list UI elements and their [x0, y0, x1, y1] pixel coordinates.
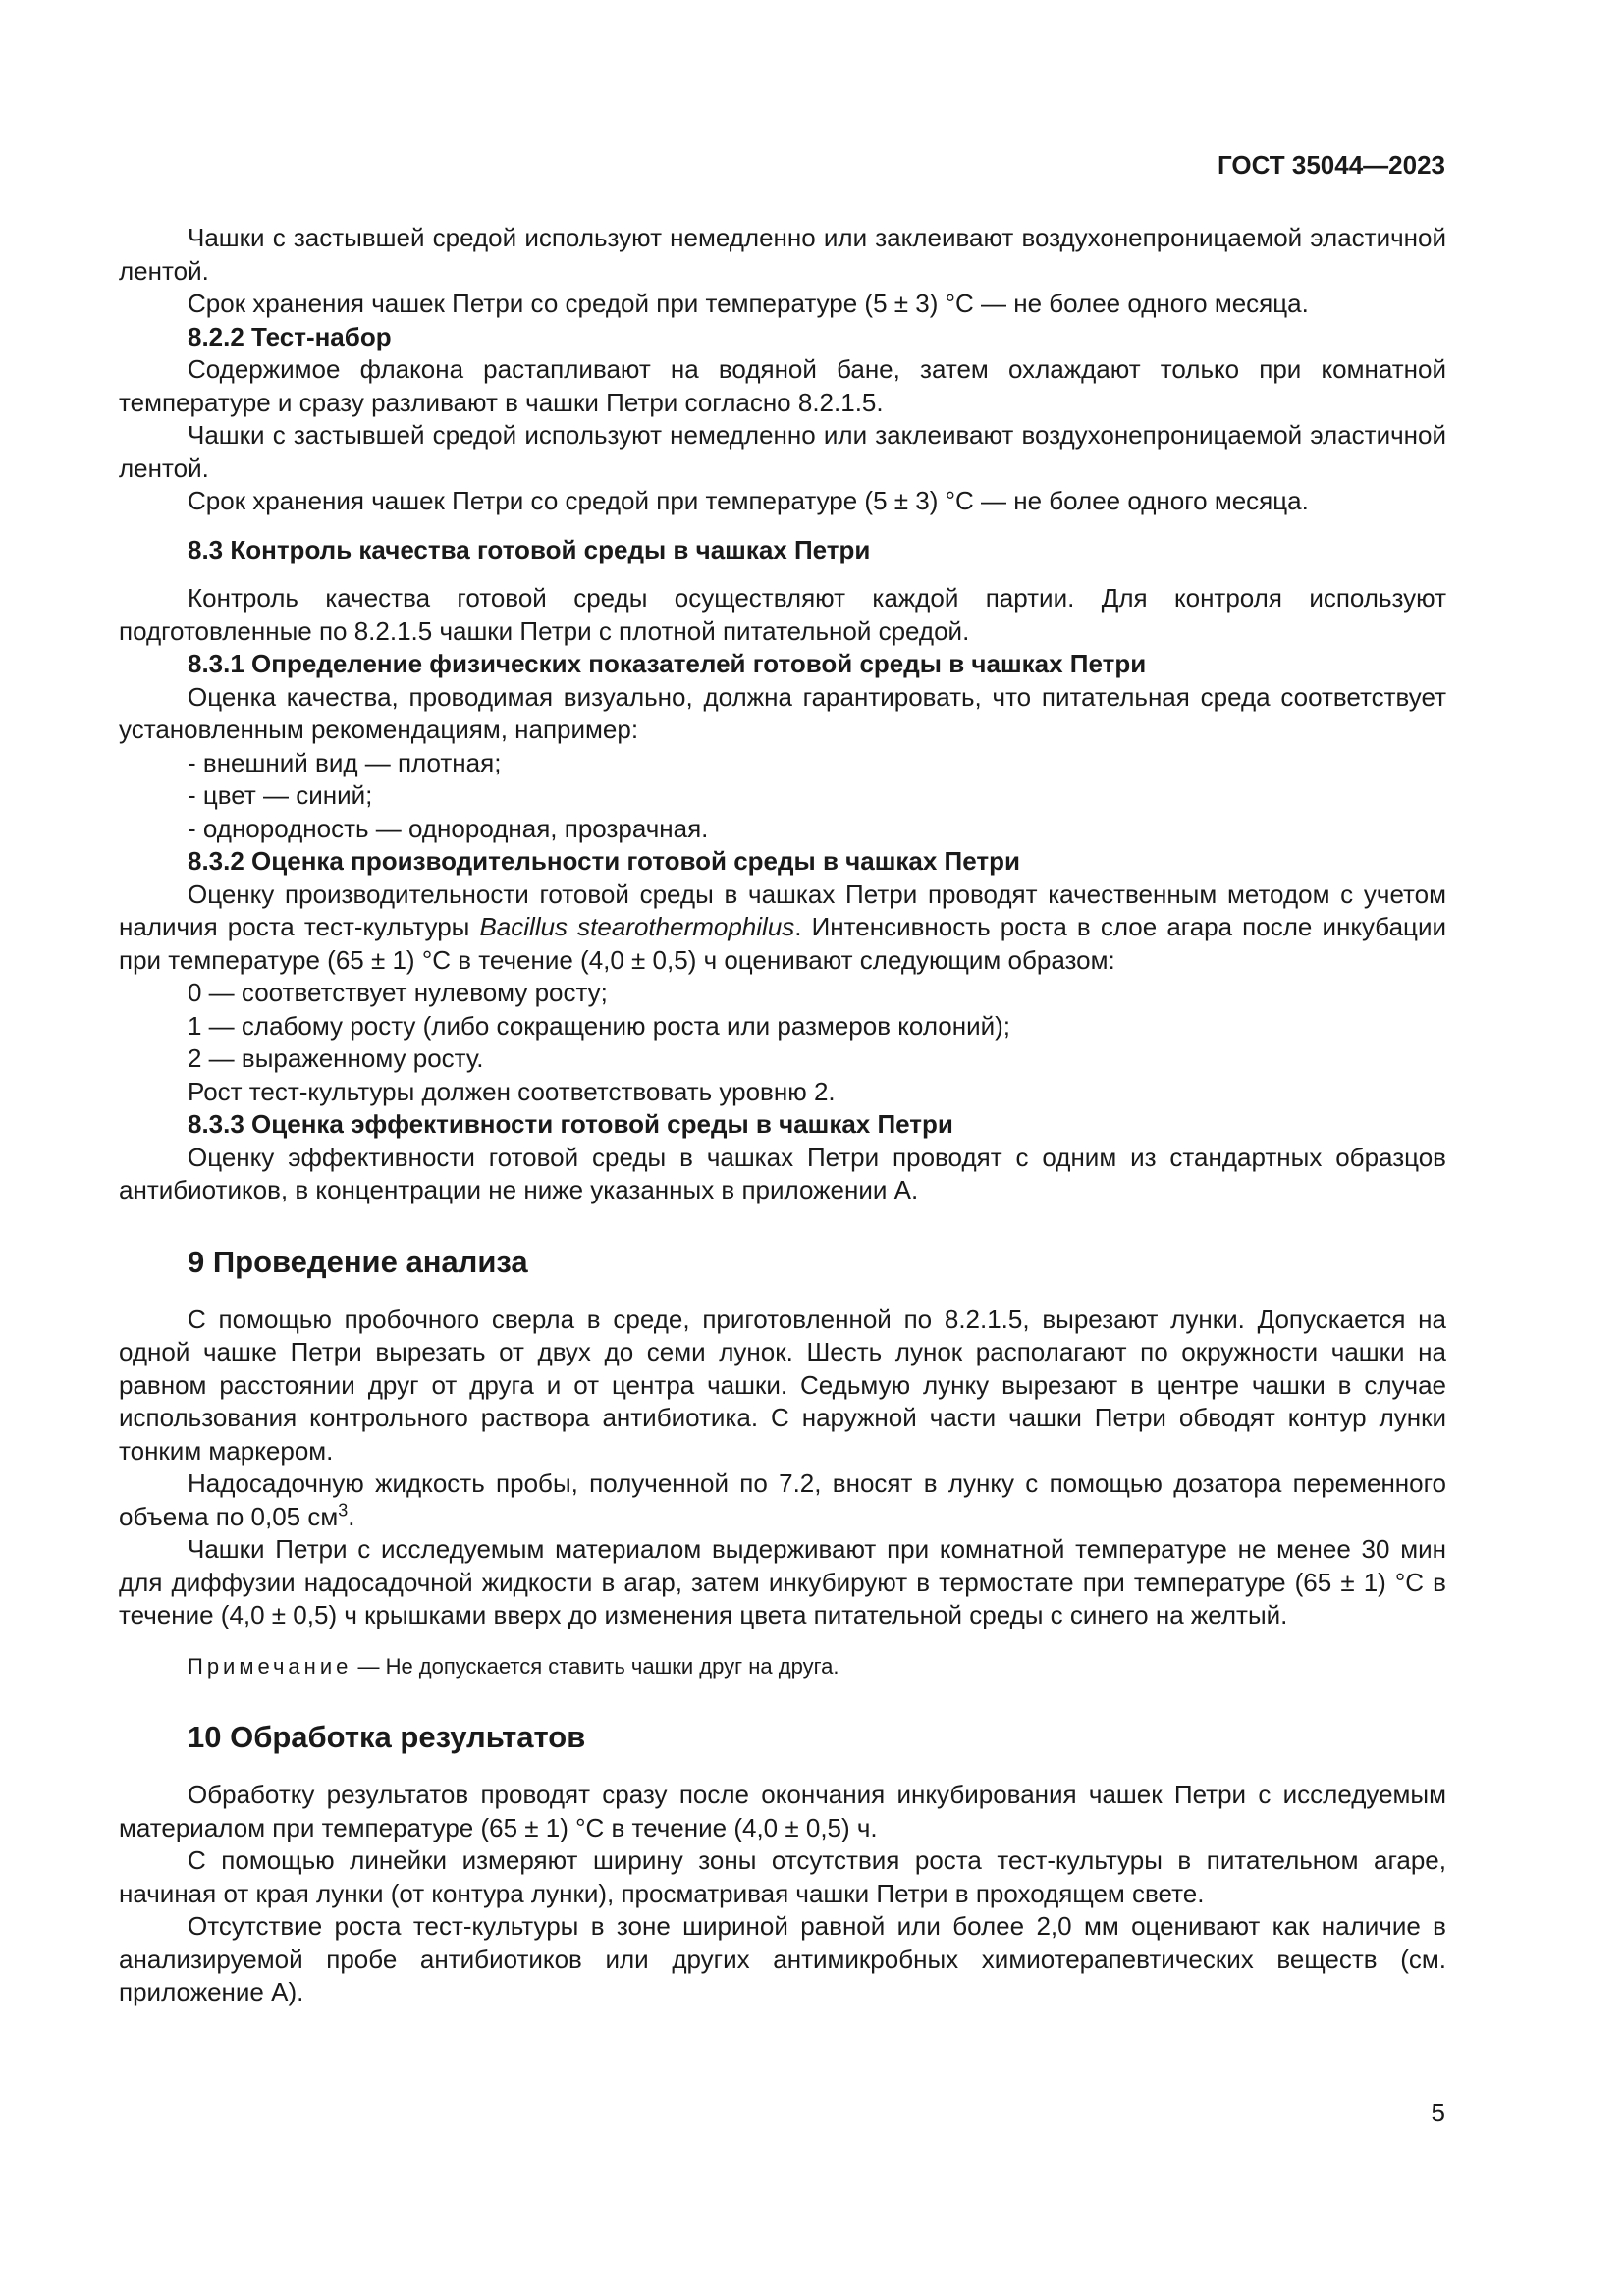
paragraph: Чашки с застывшей средой используют немедленно или заклеивают воздухонепроницаемой эластичной лентой. [119, 420, 1446, 483]
section-heading: 9 Проведение анализа [188, 1244, 528, 1279]
paragraph: Отсутствие роста тест-культуры в зоне шириной равной или более 2,0 мм оценивают как наличие в анализируемой пробе антибиотиков или других антимикробных химиотерапевтических веществ (см. приложение А). [119, 1911, 1446, 2006]
paragraph: Оценка качества, проводимая визуально, должна гарантировать, что питательная среда соответствует установленным рекомендациям, например: [119, 681, 1446, 744]
paragraph [119, 1468, 1446, 1533]
paragraph: Оценку производительности готовой среды в чашках Петри проводят качественным методом с учетом наличия роста тест-культуры Bacillus stearothermophilus. Интенсивность роста в слое агара после инкубации при температуре (65 ± 1) °С в течение (4,0 ± 0,5) ч оценивают следующим образом: [119, 879, 1446, 975]
paragraph: Срок хранения чашек Петри со средой при температуре (5 ± 3) °С — не более одного месяца. [188, 486, 1309, 515]
paragraph: Чашки Петри с исследуемым материалом выдерживают при комнатной температуре не менее 30 мин для диффузии надосадочной жидкости в агар, затем инкубируют в термостате при температуре (65 ± 1) °С в течение (4,0 ± 0,5) ч крышками вверх до изменения цвета питательной среды с синего на желтый. [119, 1534, 1446, 1629]
subsection-heading: 8.3.3 Оценка эффективности готовой среды в чашках Петри [188, 1109, 953, 1139]
note-label: Примечание [188, 1653, 352, 1679]
paragraph: Обработку результатов проводят сразу после окончания инкубирования чашек Петри с исследуемым материалом при температуре (65 ± 1) °С в течение (4,0 ± 0,5) ч. [119, 1780, 1446, 1842]
superscript: 3 [338, 1499, 349, 1520]
paragraph: Срок хранения чашек Петри со средой при температуре (5 ± 3) °С — не более одного месяца. [188, 289, 1309, 318]
page-number: 5 [1431, 2098, 1445, 2127]
section-heading: 10 Обработка результатов [188, 1720, 586, 1754]
page-body [119, 222, 1446, 2009]
subsection-heading: 8.3.2 Оценка производительности готовой среды в чашках Петри [188, 846, 1020, 876]
paragraph-text: Надосадочную жидкость пробы, полученной по 7.2, вносят в лунку с помощью дозатора переменного объема по 0,05 см [119, 1468, 1446, 1531]
list-item: - цвет — синий; [188, 780, 373, 810]
list-item: Рост тест-культуры должен соответствовать уровню 2. [188, 1076, 836, 1106]
subsection-heading: 8.3 Контроль качества готовой среды в чашках Петри [188, 534, 871, 564]
species-name: Bacillus stearothermophilus [479, 912, 795, 941]
paragraph: Оценку эффективности готовой среды в чашках Петри проводят с одним из стандартных образцов антибиотиков, в концентрации не ниже указанных в приложении А. [119, 1142, 1446, 1204]
list-item: - внешний вид — плотная; [188, 747, 502, 777]
note-text: — Не допускается ставить чашки друг на друга. [352, 1653, 839, 1679]
list-item: 2 — выраженному росту. [188, 1043, 484, 1073]
list-item: - однородность — однородная, прозрачная. [188, 813, 709, 843]
list-item: 0 — соответствует нулевому росту; [188, 978, 608, 1007]
paragraph: С помощью пробочного сверла в среде, приготовленной по 8.2.1.5, вырезают лунки. Допускается на одной чашке Петри вырезать от двух до семи лунок. Шесть лунок располагают по окружности чашки на равном расстоянии друг от друга и от центра чашки. Седьмую лунку вырезают в центре чашки в случае использования контрольного раствора антибиотика. С наружной части чашки Петри обводят контур лунки тонким маркером. [119, 1304, 1446, 1466]
note [119, 1650, 1446, 1683]
subsection-heading: 8.3.1 Определение физических показателей готовой среды в чашках Петри [188, 649, 1147, 678]
paragraph-tail: . [348, 1501, 355, 1531]
document-code: ГОСТ 35044—2023 [1218, 150, 1445, 180]
paragraph: Контроль качества готовой среды осуществляют каждой партии. Для контроля используют подготовленные по 8.2.1.5 чашки Петри с плотной питательной средой. [119, 583, 1446, 646]
subsection-heading: 8.2.2 Тест-набор [188, 321, 392, 351]
paragraph: Содержимое флакона растапливают на водяной бане, затем охлаждают только при комнатной температуре и сразу разливают в чашки Петри согласно 8.2.1.5. [119, 354, 1446, 417]
paragraph: Чашки с застывшей средой используют немедленно или заклеивают воздухонепроницаемой эластичной лентой. [119, 223, 1446, 286]
list-item: 1 — слабому росту (либо сокращению роста или размеров колоний); [188, 1010, 1011, 1041]
paragraph: С помощью линейки измеряют ширину зоны отсутствия роста тест-культуры в питательном агаре, начиная от края лунки (от контура лунки), просматривая чашки Петри в проходящем свете. [119, 1845, 1446, 1908]
